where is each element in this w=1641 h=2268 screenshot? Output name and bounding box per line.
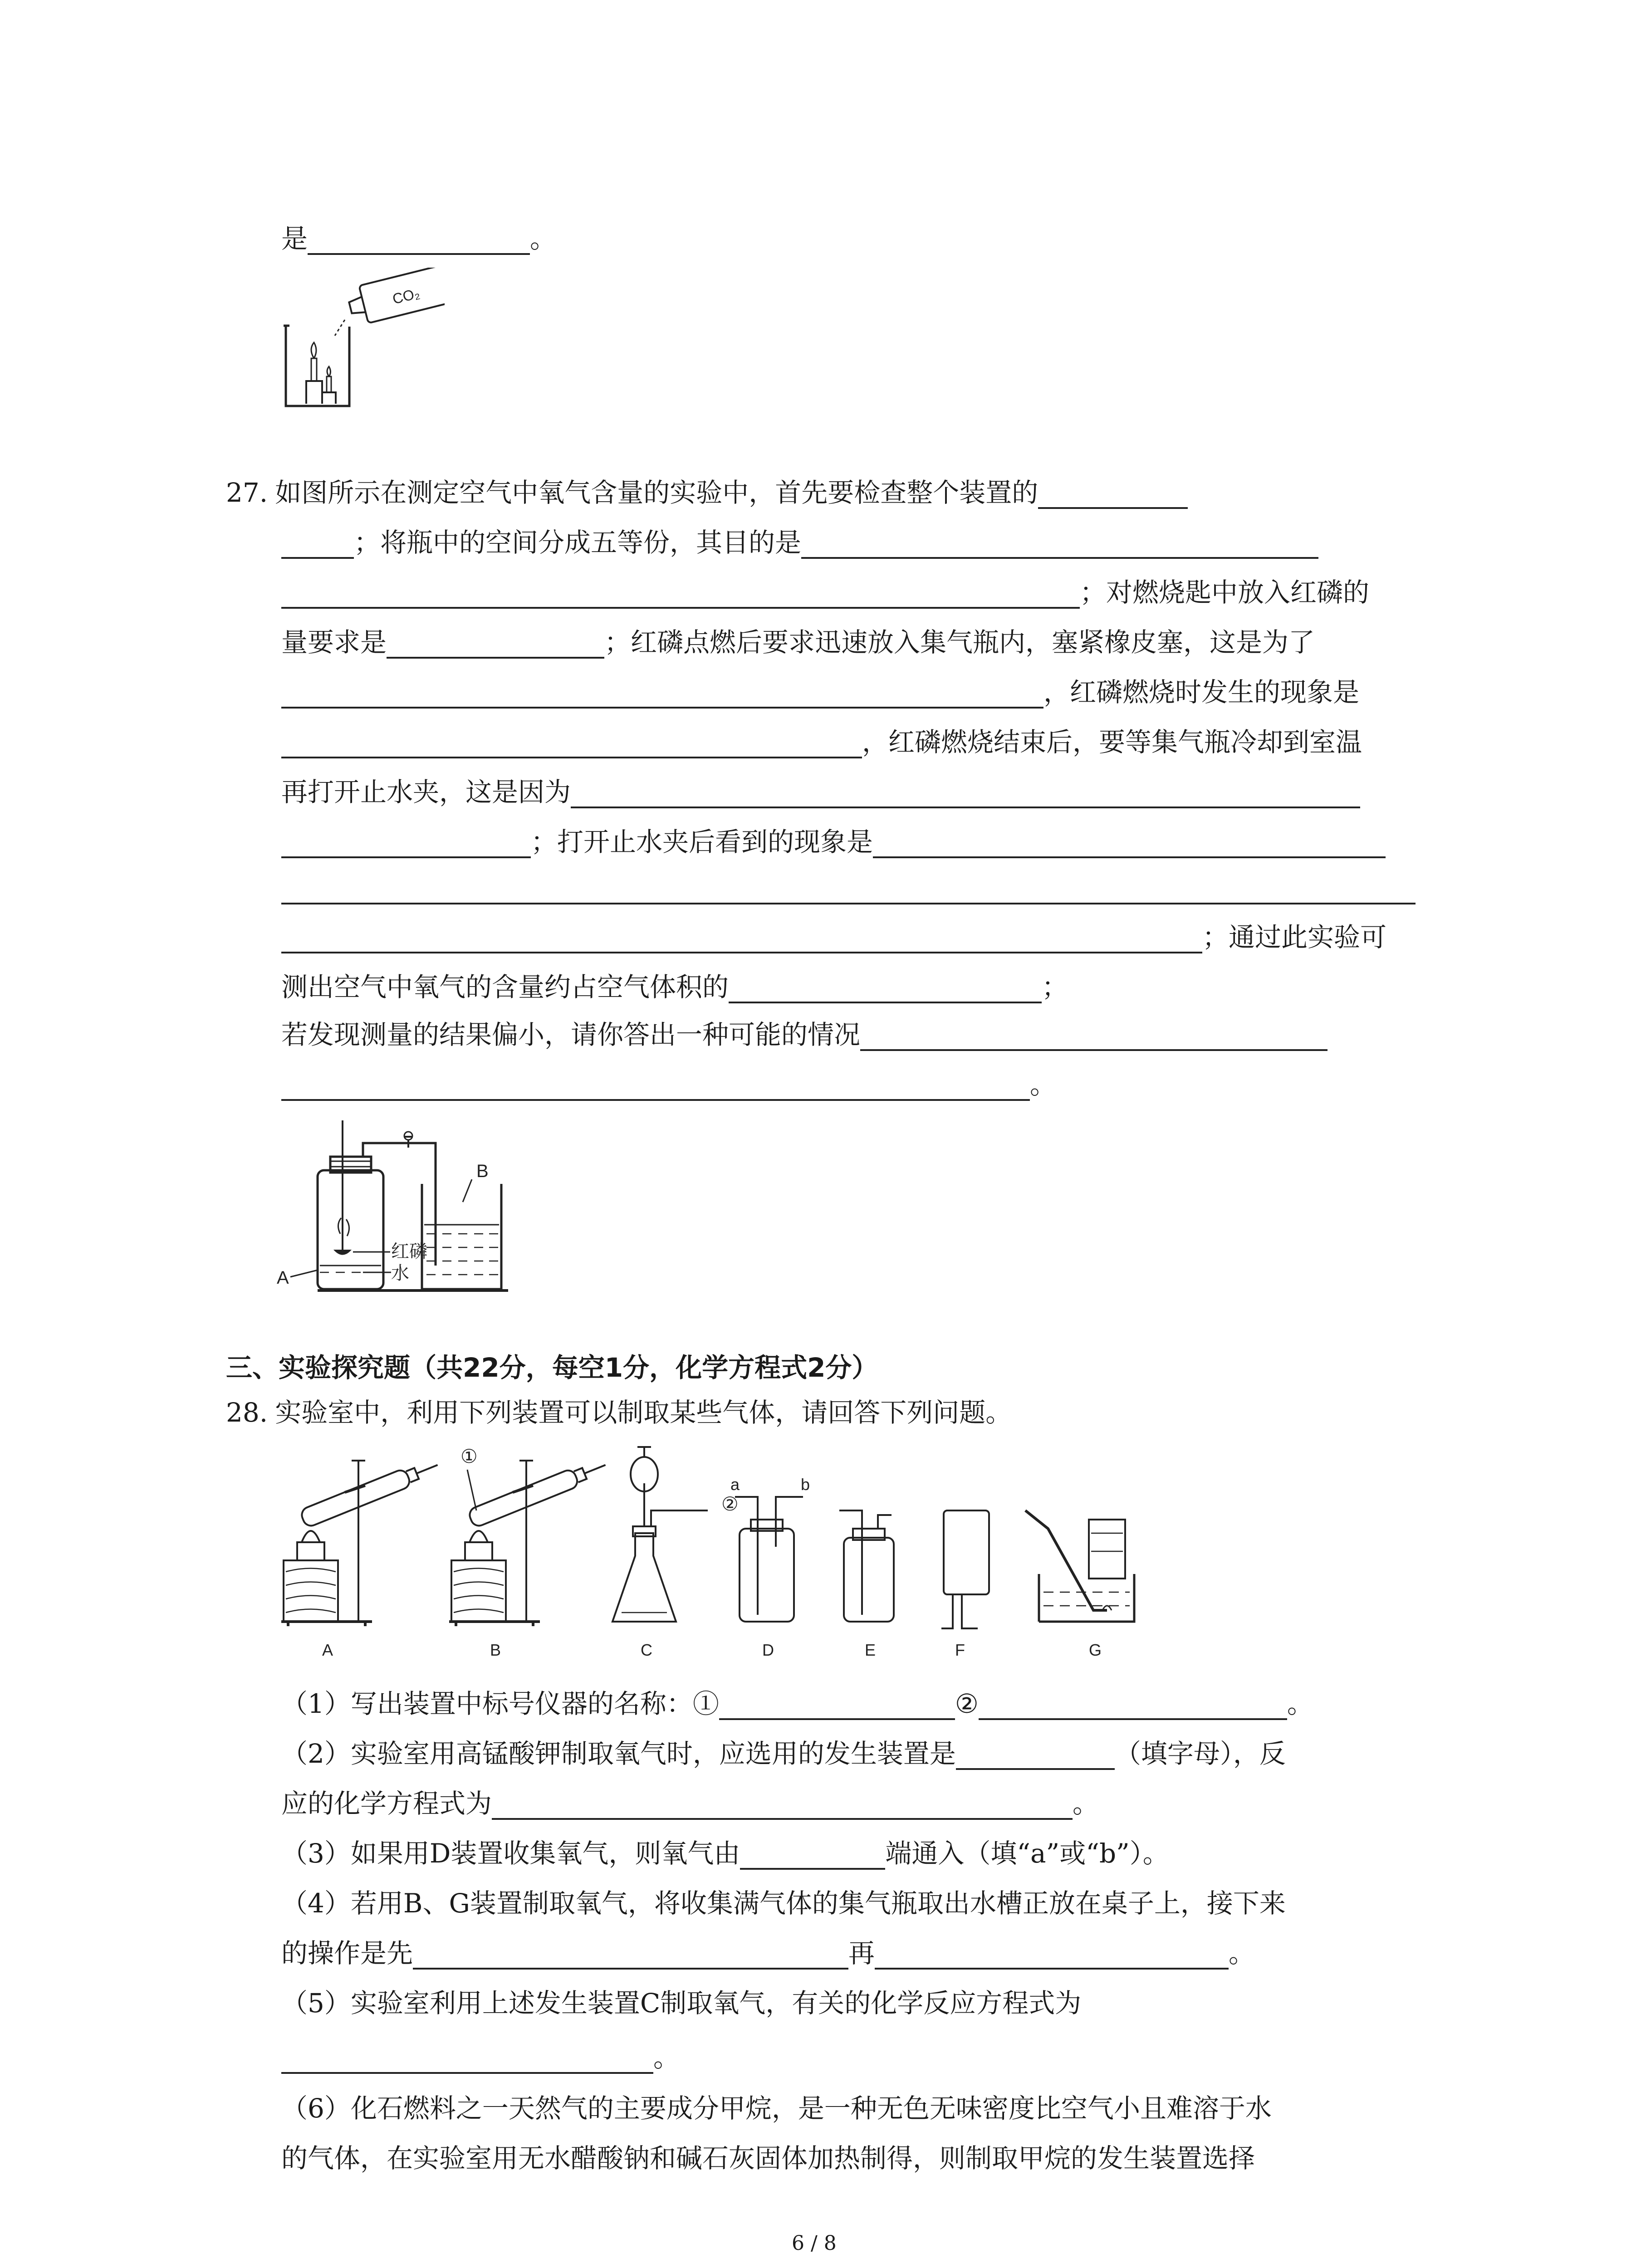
apparatus-a-label: A bbox=[322, 1641, 333, 1659]
q26-answer-line bbox=[281, 222, 556, 255]
q27-stem-3: ；对燃烧匙中放入红磷的 bbox=[1080, 577, 1370, 608]
q28-p6b: 的气体，在实验室用无水醋酸钠和碱石灰固体加热制得，则制取甲烷的发生装置选择 bbox=[281, 2143, 1255, 2174]
apparatus-label-water: 水 bbox=[391, 1263, 409, 1283]
q27-line7 bbox=[281, 776, 1360, 808]
q28-p1-blank-2[interactable] bbox=[979, 1691, 1287, 1720]
q27-blank-9a[interactable] bbox=[860, 1022, 1327, 1051]
q27-line8 bbox=[281, 826, 1386, 858]
q26-suffix: 。 bbox=[530, 223, 557, 254]
apparatus-label-phosphorus: 红磷 bbox=[391, 1242, 427, 1261]
q28-part6-line1 bbox=[281, 2092, 1272, 2125]
apparatus-d-label: D bbox=[762, 1641, 774, 1659]
port-a-label: a bbox=[730, 1475, 740, 1494]
q26-prefix: 是 bbox=[281, 223, 308, 254]
q27-stem-10: ；通过此实验可 bbox=[1202, 922, 1387, 953]
q27-blank-9b[interactable] bbox=[281, 1072, 1030, 1101]
q28-p1-mark2: ② bbox=[955, 1688, 979, 1719]
q27-line10 bbox=[281, 921, 1386, 953]
q27-blank-1b[interactable] bbox=[281, 530, 354, 559]
q27-blank-6b[interactable] bbox=[281, 829, 531, 858]
q27-stem-6: ，红磷燃烧时发生的现象是 bbox=[1043, 677, 1360, 708]
q28-p2b: （填字母），反 bbox=[1114, 1738, 1286, 1769]
q28-number: 28. bbox=[226, 1397, 268, 1428]
q28-p3a: （3）如果用D装置收集氧气，则氧气由 bbox=[281, 1838, 740, 1869]
co2-label: CO₂ bbox=[391, 284, 421, 308]
apparatus-g-label: G bbox=[1089, 1641, 1102, 1659]
port-b-label: b bbox=[801, 1475, 810, 1494]
q28-p4-blank-1[interactable] bbox=[413, 1941, 848, 1970]
q28-part5 bbox=[281, 1987, 1081, 2019]
q28-p4c: 再 bbox=[848, 1938, 875, 1969]
q28-p3b: 端通入（填“a”或“b”）。 bbox=[885, 1838, 1169, 1869]
mark-1: ① bbox=[460, 1446, 478, 1467]
apparatus-label-a: A bbox=[277, 1268, 289, 1288]
q27-stem-12: 若发现测量的结果偏小，请你答出一种可能的情况 bbox=[281, 1019, 861, 1050]
q27-line12 bbox=[281, 1018, 1327, 1051]
q27-stem-13: 。 bbox=[1030, 1069, 1057, 1100]
q27-stem-5: ；红磷点燃后要求迅速放入集气瓶内，塞紧橡皮塞，这是为了 bbox=[604, 627, 1315, 658]
co2-pouring-figure bbox=[281, 268, 445, 413]
apparatus-b-label: B bbox=[490, 1641, 501, 1659]
q28-p4b: 的操作是先 bbox=[281, 1938, 413, 1969]
q27-line5 bbox=[281, 676, 1359, 709]
q28-part1 bbox=[281, 1687, 1313, 1720]
section-3-title: 三、实验探究题（共22分，每空1分，化学方程式2分） bbox=[226, 1352, 878, 1383]
q27-stem-1: 如图所示在测定空气中氧气含量的实验中，首先要检查整个装置的 bbox=[275, 477, 1038, 508]
q28-part3 bbox=[281, 1837, 1169, 1870]
oxygen-content-apparatus-figure bbox=[272, 1116, 554, 1297]
q28-p5: （5）实验室利用上述发生装置C制取氧气，有关的化学反应方程式为 bbox=[281, 1988, 1082, 2019]
q27-blank-7a[interactable] bbox=[873, 829, 1386, 858]
page-number: 6 / 8 bbox=[792, 2232, 837, 2255]
q28-part5-answer bbox=[281, 2041, 680, 2074]
q28-p1-end: 。 bbox=[1287, 1688, 1313, 1719]
q27-stem-4: 量要求是 bbox=[281, 627, 387, 658]
q27-line4 bbox=[281, 626, 1315, 659]
q28-part4-line2 bbox=[281, 1937, 1255, 1970]
q27-line6 bbox=[281, 726, 1362, 758]
q27-blank-3[interactable] bbox=[387, 630, 604, 659]
q27-stem-8: 再打开止水夹，这是因为 bbox=[281, 777, 571, 807]
q27-line2 bbox=[281, 526, 1318, 559]
q27-blank-2b[interactable] bbox=[281, 580, 1080, 609]
q28-p4-end: 。 bbox=[1229, 1938, 1255, 1969]
mark-2: ② bbox=[721, 1493, 739, 1515]
q28-p5-end: 。 bbox=[653, 2042, 680, 2073]
q28-p3-blank[interactable] bbox=[740, 1841, 885, 1870]
q27-stem-2: ；将瓶中的空间分成五等份，其目的是 bbox=[354, 527, 802, 558]
q28-stem-line bbox=[226, 1396, 1012, 1429]
q28-p4a: （4）若用B、G装置制取氧气，将收集满气体的集气瓶取出水槽正放在桌子上，接下来 bbox=[281, 1888, 1286, 1919]
q27-blank-7b[interactable] bbox=[281, 903, 1416, 904]
q28-part2-line2 bbox=[281, 1787, 1099, 1820]
apparatus-e-label: E bbox=[865, 1641, 876, 1659]
apparatus-f-label: F bbox=[955, 1641, 965, 1659]
q27-blank-5[interactable] bbox=[281, 729, 862, 758]
q27-blank-4[interactable] bbox=[281, 679, 1043, 709]
q28-p2c: 应的化学方程式为 bbox=[281, 1788, 492, 1819]
q27-blank-6a[interactable] bbox=[571, 779, 1360, 808]
q27-line1 bbox=[226, 476, 1188, 509]
q28-part2-line1 bbox=[281, 1737, 1286, 1770]
q27-stem-11-end: ； bbox=[1042, 972, 1068, 1002]
q28-p2-blank-2[interactable] bbox=[492, 1791, 1073, 1820]
q28-p2-blank-1[interactable] bbox=[956, 1741, 1115, 1770]
q28-part6-line2 bbox=[281, 2142, 1255, 2175]
apparatus-label-b: B bbox=[476, 1161, 489, 1181]
q28-part4-line1 bbox=[281, 1887, 1286, 1920]
q27-stem-11: 测出空气中氧气的含量约占空气体积的 bbox=[281, 972, 729, 1002]
q28-p6a: （6）化石燃料之一天然气的主要成分甲烷，是一种无色无味密度比空气小且难溶于水 bbox=[281, 2093, 1272, 2124]
q27-blank-8[interactable] bbox=[729, 974, 1042, 1003]
q28-p5-blank[interactable] bbox=[281, 2045, 653, 2074]
q28-p2a: （2）实验室用高锰酸钾制取氧气时，应选用的发生装置是 bbox=[281, 1738, 956, 1769]
q28-p2-end: 。 bbox=[1073, 1788, 1099, 1819]
q27-line11 bbox=[281, 971, 1068, 1003]
q27-stem-9: ；打开止水夹后看到的现象是 bbox=[531, 826, 873, 857]
q26-blank[interactable] bbox=[308, 226, 530, 255]
q27-stem-7: ，红磷燃烧结束后，要等集气瓶冷却到室温 bbox=[862, 727, 1362, 758]
q28-stem: 实验室中，利用下列装置可以制取某些气体，请回答下列问题。 bbox=[275, 1397, 1012, 1428]
q27-blank-7c[interactable] bbox=[281, 924, 1202, 953]
q27-number: 27. bbox=[226, 477, 268, 508]
q27-line3 bbox=[281, 576, 1369, 609]
q28-p4-blank-2[interactable] bbox=[875, 1941, 1229, 1970]
q28-p1-blank-1[interactable] bbox=[719, 1691, 955, 1720]
q27-line13 bbox=[281, 1068, 1056, 1101]
q27-blank-1a[interactable] bbox=[1038, 480, 1188, 509]
q27-blank-2a[interactable] bbox=[801, 530, 1318, 559]
gas-apparatus-figure bbox=[272, 1442, 1180, 1683]
q28-p1-text: （1）写出装置中标号仪器的名称：① bbox=[281, 1688, 719, 1719]
apparatus-c-label: C bbox=[641, 1641, 652, 1659]
